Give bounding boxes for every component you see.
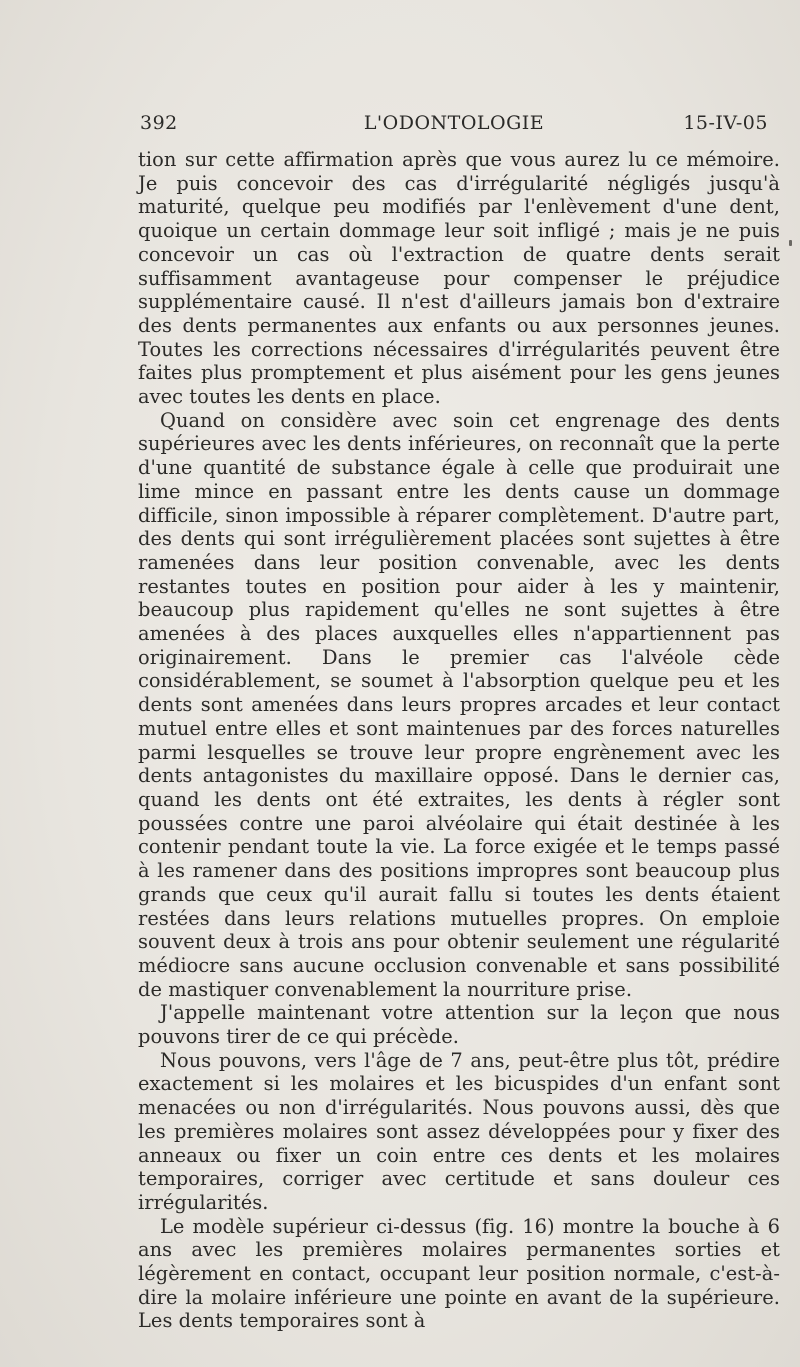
running-title: L'ODONTOLOGIE	[363, 112, 545, 134]
paragraph: J'appelle maintenant votre attention sur la leçon que nous pouvons tirer de ce qui précède.	[138, 1001, 780, 1049]
margin-mark	[789, 240, 792, 246]
paragraph: Le modèle supérieur ci-dessus (fig. 16) montre la bouche à 6 ans avec les premières molaires permanentes sorties et légèrement en contact, occupant leur position normale, c'est-à-dire la molaire inférieure une pointe en avant de la supérieure. Les dents temporaires sont à	[138, 1214, 780, 1333]
body-text	[138, 148, 780, 1333]
paragraph-continued: tion sur cette affirmation après que vous aurez lu ce mémoire. Je puis concevoir des cas d'irrégularité négligés jusqu'à maturité, quelque peu modifiés par l'enlèvement d'une dent, quoique un certain dommage leur soit infligé ; mais je ne puis concevoir un cas où l'extraction de quatre dents serait suffisamment avantageuse pour compenser le préjudice supplémentaire causé. Il n'est d'ailleurs jamais bon d'extraire des dents permanentes aux enfants ou aux personnes jeunes. Toutes les corrections nécessaires d'irrégularités peuvent être faites plus promptement et plus aisément pour les gens jeunes avec toutes les dents en place.	[138, 148, 780, 409]
running-header	[140, 112, 768, 138]
paragraph: Nous pouvons, vers l'âge de 7 ans, peut-être plus tôt, prédire exactement si les molaires et les bicuspides d'un enfant sont menacées ou non d'irrégularités. Nous pouvons aussi, dès que les premières molaires sont assez développées pour y fixer des anneaux ou fixer un coin entre ces dents et les molaires temporaires, corriger avec certitude et sans douleur ces irrégularités.	[138, 1048, 780, 1214]
paragraph: Quand on considère avec soin cet engrenage des dents supérieures avec les dents inférieures, on reconnaît que la perte d'une quantité de substance égale à celle que produirait une lime mince en passant entre les dents cause un dommage difficile, sinon impossible à réparer complètement. D'autre part, des dents qui sont irrégulièrement placées sont sujettes à être ramenées dans leur position convenable, avec les dents restantes toutes en position pour aider à les y maintenir, beaucoup plus rapidement qu'elles ne sont sujettes à être amenées à des places auxquelles elles n'appartiennent pas originairement. Dans le premier cas l'alvéole cède considérablement, se soumet à l'absorption quelque peu et les dents sont amenées dans leurs propres arcades et leur contact mutuel entre elles et sont maintenues par des forces naturelles parmi lesquelles se trouve leur propre engrènement avec les dents antagonistes du maxillaire opposé. Dans le dernier cas, quand les dents ont été extraites, les dents à régler sont poussées contre une paroi alvéolaire qui était destinée à les contenir pendant toute la vie. La force exigée et le temps passé à les ramener dans des positions impropres sont beaucoup plus grands que ceux qu'il aurait fallu si toutes les dents étaient restées dans leurs relations mutuelles propres. On emploie souvent deux à trois ans pour obtenir seulement une régularité médiocre sans aucune occlusion convenable et sans possibilité de mastiquer convenablement la nourriture prise.	[138, 408, 780, 1001]
issue-date: 15-IV-05	[683, 112, 768, 134]
page-number: 392	[140, 112, 178, 134]
